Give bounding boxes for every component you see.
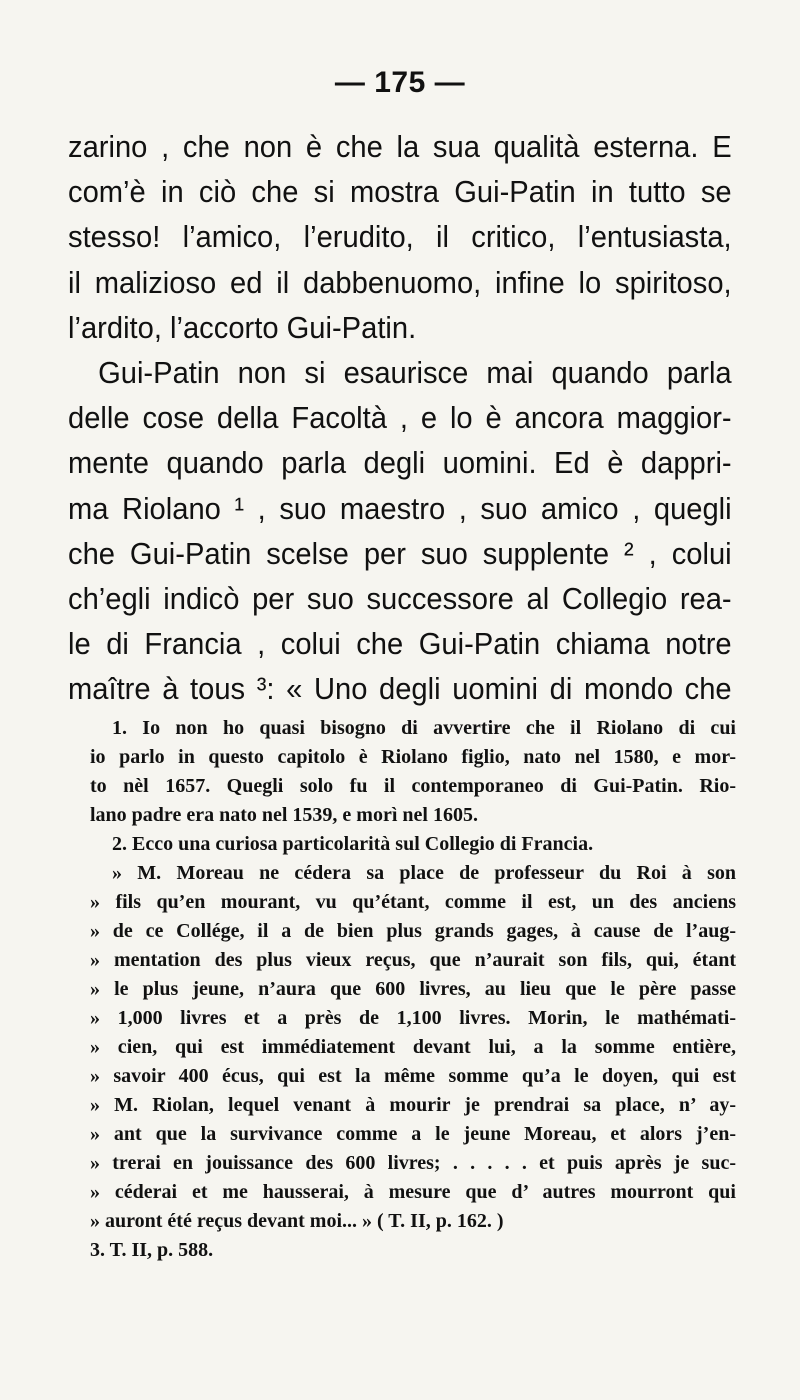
footnote-line: » le plus jeune, n’aura que 600 livres, au lieu que le père passe xyxy=(90,978,736,1000)
body-line: l’ardito, l’accorto Gui-Patin. xyxy=(68,309,417,345)
footnote-line: » M. Moreau ne cédera sa place de professeur du Roi à son xyxy=(112,862,736,884)
footnote-line: » de ce Collége, il a de bien plus grands gages, à cause de l’aug- xyxy=(90,920,736,942)
body-line: il malizioso ed il dabbenuomo, infine lo spiritoso, xyxy=(68,264,732,300)
footnote-line: lano padre era nato nel 1539, e morì nel 1605. xyxy=(90,804,478,826)
footnote-line: » auront été reçus devant moi... » ( T. II, p. 162. ) xyxy=(90,1210,504,1232)
body-line: mente quando parla degli uomini. Ed è dappri- xyxy=(68,445,732,481)
footnotes xyxy=(90,714,736,1265)
body-line: le di Francia , colui che Gui-Patin chiama notre xyxy=(68,626,732,662)
page-number: — 175 — xyxy=(334,66,466,99)
footnote-line: to nèl 1657. Quegli solo fu il contemporaneo di Gui-Patin. Rio- xyxy=(90,775,736,797)
body-line: zarino , che non è che la sua qualità esterna. E xyxy=(68,129,732,164)
body-line: maître à tous ³: « Uno degli uomini di mondo che xyxy=(68,671,732,707)
footnote-line: 3. T. II, p. 588. xyxy=(90,1239,214,1261)
footnote-line: » fils qu’en mourant, vu qu’étant, comme il est, un des anciens xyxy=(90,891,736,913)
body-text xyxy=(68,124,732,712)
footnote-line: » cien, qui est immédiatement devant lui, a la somme entière, xyxy=(90,1036,736,1058)
footnote-line: 2. Ecco una curiosa particolarità sul Collegio di Francia. xyxy=(112,833,594,855)
body-line: ch’egli indicò per suo successore al Collegio rea- xyxy=(68,581,732,617)
footnote-line: 1. Io non ho quasi bisogno di avvertire che il Riolano di cui xyxy=(112,717,736,739)
body-line: stesso! l’amico, l’erudito, il critico, l’entusiasta, xyxy=(68,219,732,255)
body-line: Gui-Patin non si esaurisce mai quando parla xyxy=(98,355,732,391)
footnote-line: io parlo in questo capitolo è Riolano figlio, nato nel 1580, e mor- xyxy=(90,746,736,768)
body-line: che Gui-Patin scelse per suo supplente ² , colui xyxy=(68,535,732,571)
footnote-line: » 1,000 livres et a près de 1,100 livres. Morin, le mathémati- xyxy=(90,1007,736,1029)
footnote-line: » céderai et me hausserai, à mesure que d’ autres mourront qui xyxy=(90,1181,736,1203)
footnote-line: » savoir 400 écus, qui est la même somme qu’a le doyen, qui est xyxy=(90,1065,736,1087)
body-line: delle cose della Facoltà , e lo è ancora maggior- xyxy=(68,400,732,436)
footnote-line: » ant que la survivance comme a le jeune Moreau, et alors j’en- xyxy=(90,1123,736,1145)
footnote-line: » mentation des plus vieux reçus, que n’aurait son fils, qui, étant xyxy=(90,949,736,971)
footnote-line: » trerai en jouissance des 600 livres; . . . . . et puis après je suc- xyxy=(90,1152,736,1174)
body-line: com’è in ciò che si mostra Gui-Patin in tutto se xyxy=(68,174,732,210)
body-line: ma Riolano ¹ , suo maestro , suo amico , quegli xyxy=(68,490,732,526)
footnote-line: » M. Riolan, lequel venant à mourir je prendrai sa place, n’ ay- xyxy=(90,1094,736,1116)
